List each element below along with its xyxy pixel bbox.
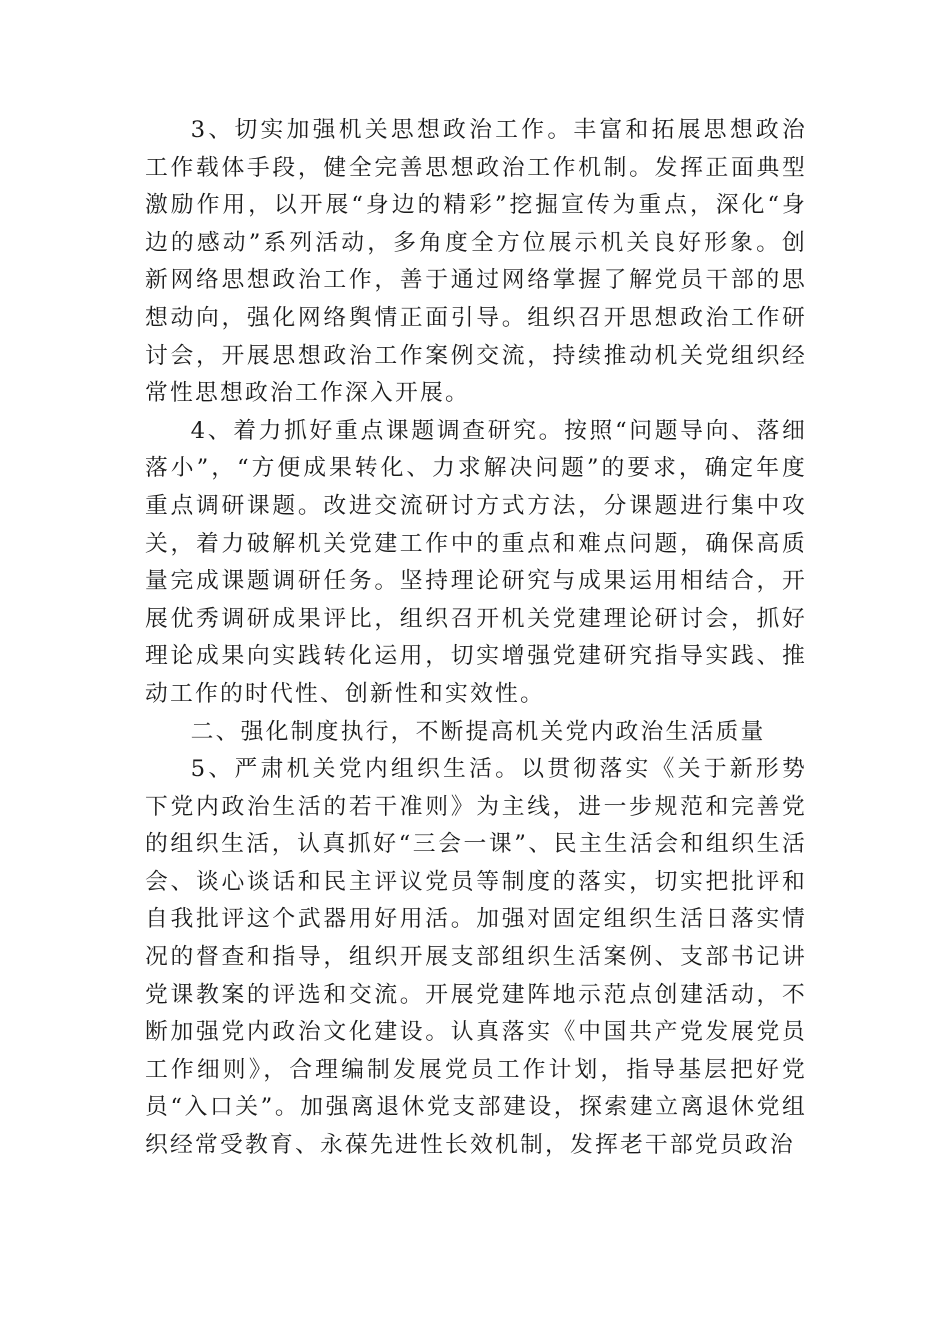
section-heading-2: 二、强化制度执行，不断提高机关党内政治生活质量 [190, 718, 766, 745]
paragraph-4-research-topics: 4、着力抓好重点课题调查研究。按照“问题导向、落细落小”，“方便成果转化、力求解决问题”的要求，确定年度重点调研课题。改进交流研讨方式方法，分课题进行集中攻关，着力破解机关党建工作中的重点和难点问题，确保高质量完成课题调研任务。坚持理论研究与成果运用相结合，开展优秀调研成果评比，组织召开机关党建理论研讨会，抓好理论成果向实践转化运用，切实增强党建研究指导实践、推动工作的时代性、创新性和实效性。 [145, 417, 807, 707]
document-body [145, 112, 807, 1165]
paragraph-3-ideological-work: 3、切实加强机关思想政治工作。丰富和拓展思想政治工作载体手段，健全完善思想政治工作机制。发挥正面典型激励作用，以开展“身边的精彩”挖掘宣传为重点，深化“身边的感动”系列活动，多角度全方位展示机关良好形象。创新网络思想政治工作，善于通过网络掌握了解党员干部的思想动向，强化网络舆情正面引导。组织召开思想政治工作研讨会，开展思想政治工作案例交流，持续推动机关党组织经常性思想政治工作深入开展。 [145, 117, 807, 407]
paragraph-5-organizational-life: 5、严肃机关党内组织生活。以贯彻落实《关于新形势下党内政治生活的若干准则》为主线，进一步规范和完善党的组织生活，认真抓好“三会一课”、民主生活会和组织生活会、谈心谈话和民主评议党员等制度的落实，切实把批评和自我批评这个武器用好用活。加强对固定组织生活日落实情况的督查和指导，组织开展支部组织生活案例、支部书记讲党课教案的评选和交流。开展党建阵地示范点创建活动，不断加强党内政治文化建设。认真落实《中国共产党发展党员工作细则》，合理编制发展党员工作计划，指导基层把好党员“入口关”。加强离退休党支部建设，探索建立离退休党组织经常受教育、永葆先进性长效机制，发挥老干部党员政治 [145, 756, 807, 1159]
